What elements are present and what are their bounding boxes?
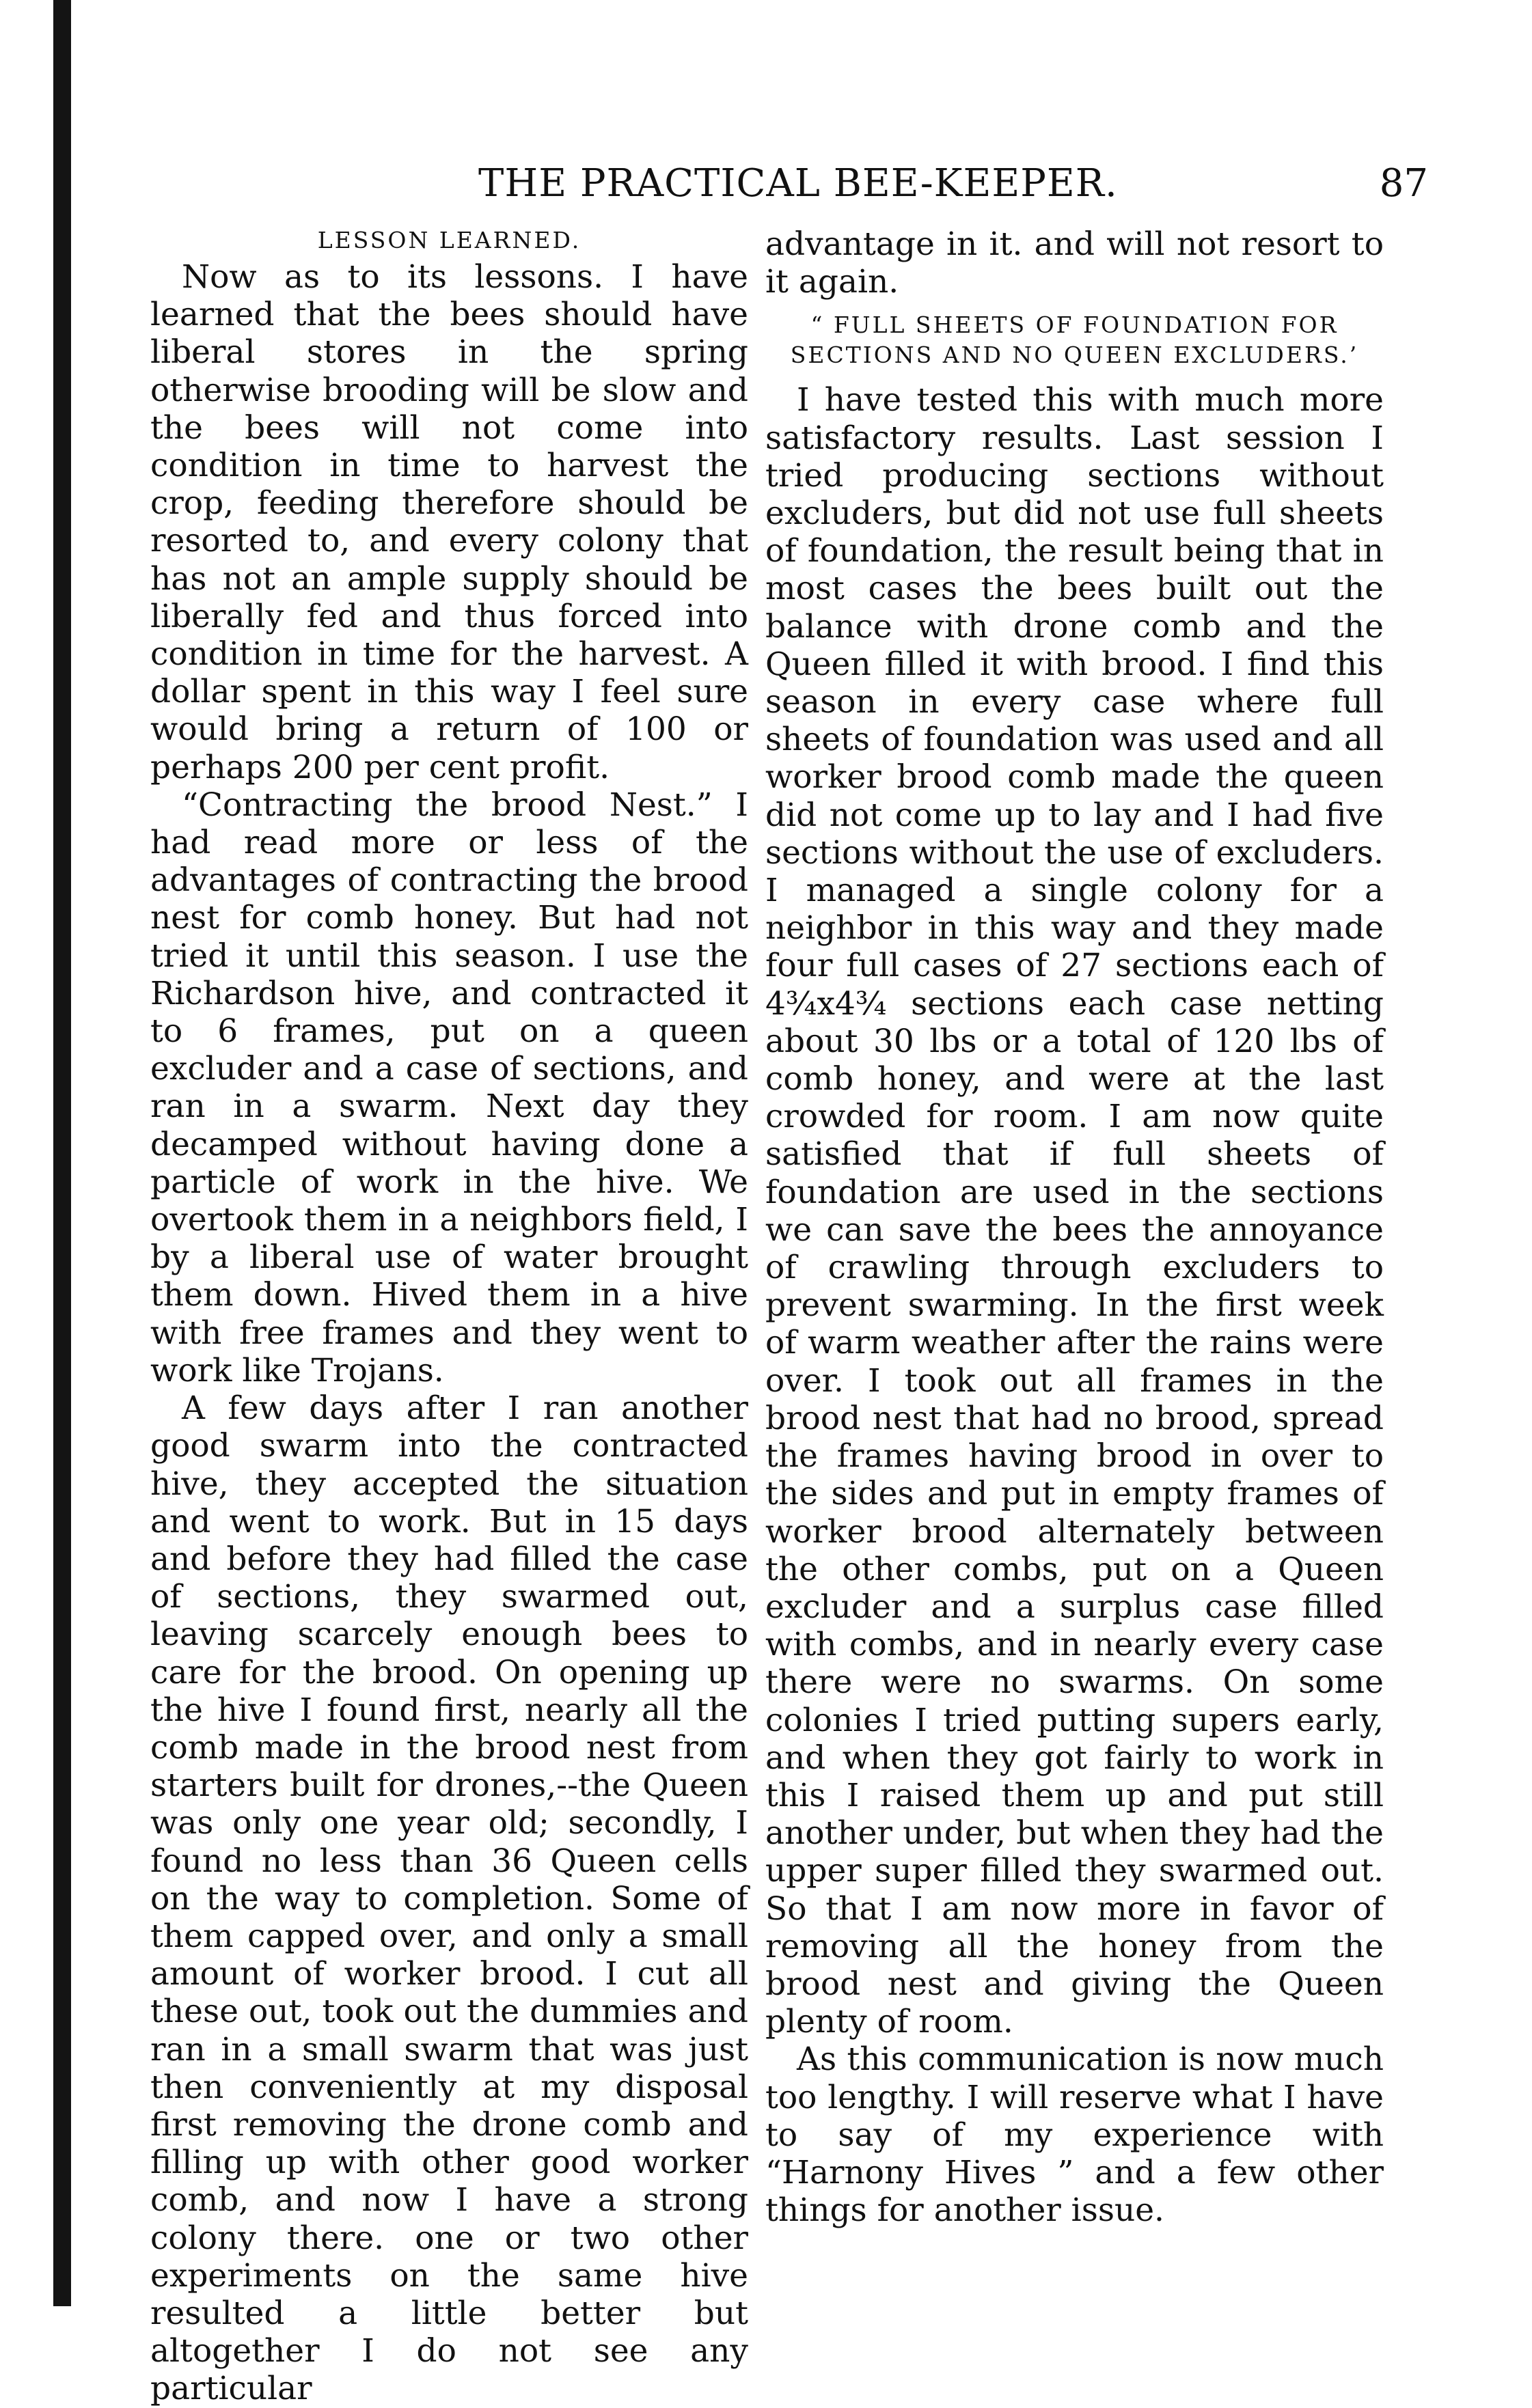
section-heading-full-sheets: “ FULL SHEETS OF FOUNDATION FOR SECTIONS AND NO QUEEN EXCLUDERS.’ (790, 312, 1359, 369)
paragraph-continuation: advantage in it. and will not resort to it again. (765, 225, 1384, 301)
paragraph: As this communication is now much too lengthy. I will reserve what I have to say of my experience with “Harnony Hives ” and a few other things for another issue. (765, 2040, 1384, 2230)
paragraph: A few days after I ran another good swarm into the contracted hive, they accepted the situation and went to work. But in 15 days and before they had filled the case of sections, they swarmed out, leaving scarcely enough bees to care for the brood. On opening up the hive I found first, nearly all the comb made in the brood nest from starters built for drones,--the Queen was only one year old; secondly, I found no less than 36 Queen cells on the way to completion. Some of them capped over, and only a small amount of worker brood. I cut all these out, took out the dummies and ran in a small swarm that was just then conveniently at my disposal first removing the drone comb and filling up with other good worker comb, and now I have a strong colony there. one or two other experiments on the same hive resulted a little better but altogether I do not see any particular (150, 1389, 748, 2408)
page-binding-edge (53, 0, 71, 2306)
running-title: THE PRACTICAL BEE-KEEPER. (478, 161, 1118, 206)
page-header (478, 161, 1428, 223)
page-number: 87 (1379, 161, 1428, 206)
paragraph: I have tested this with much more satisfactory results. Last session I tried producing sections without excluders, but did not use full sheets of foundation, the result being that in most cases the bees built out the balance with drone comb and the Queen filled it with brood. I find this season in every case where full sheets of foundation was used and all worker brood comb made the queen did not come up to lay and I had five sections without the use of excluders. I managed a single colony for a neighbor in this way and they made four full cases of 27 sections each of 4¾x4¾ sections each case netting about 30 lbs or a total of 120 lbs of comb honey, and were at the last crowded for room. I am now quite satisfied that if full sheets of foundation are used in the sections we can save the bees the annoyance of crawling through excluders to prevent swarming. In the first week of warm weather after the rains were over. I took out all frames in the brood nest that had no brood, spread the frames having brood in over to the sides and put in empty frames of worker brood alternately between the other combs, put on a Queen excluder and a surplus case filled with combs, and in nearly every case there were no swarms. On some colonies I tried putting supers early, and when they got fairly to work in this I raised them up and put still another under, but when they had the upper super filled they swarmed out. So that I am now more in favor of removing all the honey from the brood nest and giving the Queen plenty of room. (765, 381, 1384, 2041)
right-column (765, 225, 1384, 2229)
section-heading-lesson-learned: LESSON LEARNED. (317, 227, 582, 253)
left-column (150, 225, 748, 2408)
paragraph: Now as to its lessons. I have learned that the bees should have liberal stores in the spring otherwise brooding will be slow and the bees will not come into condition in time to harvest the crop, feeding therefore should be resorted to, and every colony that has not an ample supply should be liberally fed and thus forced into condition in time for the harvest. A dollar spent in this way I feel sure would bring a return of 100 or perhaps 200 per cent profit. (150, 258, 748, 786)
paragraph: “Contracting the brood Nest.” I had read more or less of the advantages of contracting the brood nest for comb honey. But had not tried it until this season. I use the Richardson hive, and contracted it to 6 frames, put on a queen excluder and a case of sections, and ran in a swarm. Next day they decamped without having done a particle of work in the hive. We overtook them in a neighbors field, I by a liberal use of water brought them down. Hived them in a hive with free frames and they went to work like Trojans. (150, 786, 748, 1389)
